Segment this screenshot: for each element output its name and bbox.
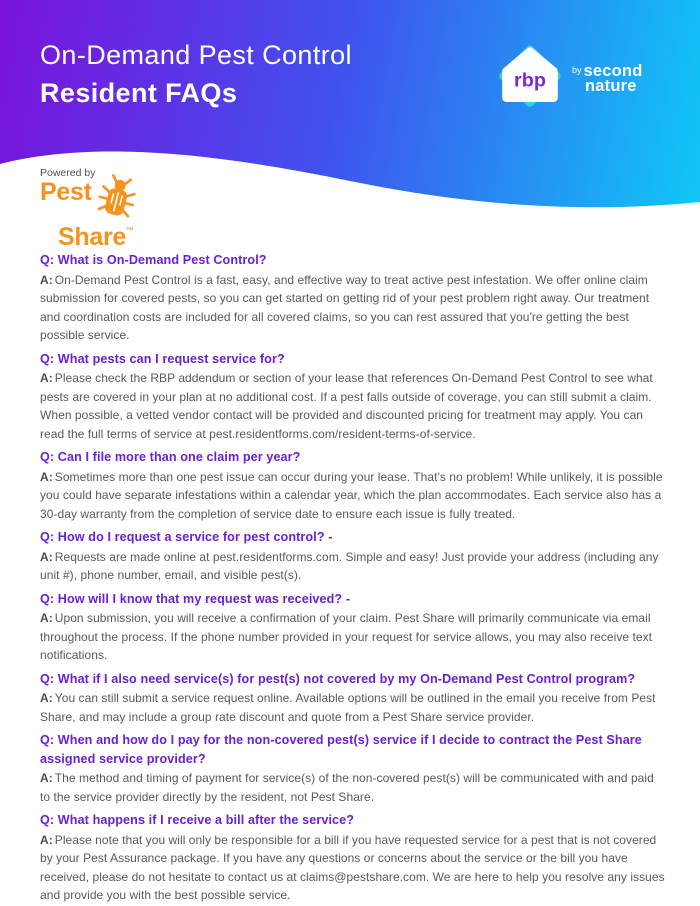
faq-answer (40, 468, 666, 524)
faq-question: Q: What if I also need service(s) for pest(s) not covered by my On-Demand Pest Control program? (40, 671, 636, 686)
faq-item-4 (40, 528, 666, 585)
answer-text: The method and timing of payment for service(s) of the non-covered pest(s) will be communicated with and paid to the service provider directly by the resident, not Pest Share. (40, 771, 654, 804)
pest-wordmark: Pest (40, 178, 92, 206)
faq-item-1 (40, 251, 666, 345)
answer-text: Requests are made online at pest.residentforms.com. Simple and easy! Just provide your address (including any unit #), phone number, email, and visible pest(s). (40, 549, 659, 582)
faq-item-5 (40, 590, 666, 665)
faq-item-7 (40, 731, 666, 806)
faq-question: Q: How will I know that my request was received? - (40, 591, 351, 606)
pest-share-logo (40, 167, 137, 250)
faq-item-3 (40, 448, 666, 523)
brand-word-nature: nature (585, 76, 637, 95)
answer-prefix: A: (40, 549, 53, 564)
share-wordmark: Share (58, 223, 126, 251)
answer-prefix: A: (40, 691, 53, 705)
answer-prefix: A: (40, 371, 53, 385)
brand-word-second: second (583, 61, 643, 80)
faq-item-6 (40, 670, 666, 727)
answer-text: You can still submit a service request online. Available options will be outlined in the email you receive from Pest Share, and may include a group rate discount and quote from a Pest Share service provider. (40, 691, 656, 724)
faq-answer (40, 769, 666, 806)
answer-text: Sometimes more than one pest issue can occur during your lease. That's no problem! While unlikely, it is possible you could have separate infestations within a calendar year, which the plan accommodates. Each service also has a 30-day warranty from the completion of service date to ensure each issue is fully treated. (40, 469, 663, 521)
faq-answer (40, 548, 666, 585)
rbp-second-nature-logo (497, 44, 642, 112)
answer-text: Please note that you will only be responsible for a bill if you have requested service for a pest that is not covered by your Pest Assurance package. If you have any questions or concerns about the service or the bill you have received, please do not hesitate to contact us at claims@pestshare.com. We are here to help you resolve any issues and provide you with the best possible service. (40, 832, 665, 902)
page-title-line2: Resident FAQs (40, 78, 238, 108)
faq-question: Q: What pests can I request service for? (40, 351, 285, 366)
answer-prefix: A: (40, 832, 53, 847)
faq-question: Q: Can I file more than one claim per year? (40, 450, 301, 464)
faq-item-2 (40, 350, 666, 444)
faq-question: Q: How do I request a service for pest control? - (40, 530, 333, 544)
faq-answer (40, 271, 666, 345)
faq-content (0, 215, 700, 905)
trademark-symbol: ™ (125, 226, 134, 235)
answer-prefix: A: (40, 272, 53, 287)
answer-prefix: A: (40, 771, 53, 785)
faq-question: Q: When and how do I pay for the non-covered pest(s) service if I decide to contract the Pest Share assigned service provider? (40, 733, 642, 766)
answer-text: Please check the RBP addendum or section of your lease that references On-Demand Pest Control to see what pests are covered in your plan at no additional cost. If a pest falls outside of coverage, you can still submit a claim. When possible, a vetted vendor contact will be provided and discounted pricing for treatment may apply. You can read the full terms of service at pest.residentforms.com/resident-terms-of-service. (40, 371, 653, 441)
faq-question: Q: What happens if I receive a bill after the service? (40, 813, 355, 827)
rbp-house-icon (497, 44, 563, 112)
answer-text: On-Demand Pest Control is a fast, easy, and effective way to treat active pest infestation. We offer online claim submission for covered pests, so you can get started on getting rid of your pest problem right away. Our treatment and coordination costs are included for all covered claims, so you can rest assured that you're getting the best possible service. (40, 272, 650, 342)
powered-by-label: Powered by (40, 167, 96, 179)
answer-prefix: A: (40, 469, 53, 484)
page-title (40, 40, 352, 109)
faq-item-8 (40, 811, 666, 905)
answer-prefix: A: (40, 611, 53, 625)
faq-question: Q: What is On-Demand Pest Control? (40, 253, 267, 267)
faq-answer (40, 369, 666, 443)
page-title-line1: On-Demand Pest Control (40, 40, 352, 70)
faq-answer (40, 609, 666, 665)
second-nature-wordmark (572, 63, 642, 94)
answer-text: Upon submission, you will receive a confirmation of your claim. Pest Share will primarily communicate via email throughout the process. If the phone number provided in your request for service allows, you may also receive text notifications. (40, 611, 653, 662)
faq-answer (40, 689, 666, 726)
faq-answer (40, 831, 666, 905)
rbp-badge-text: rbp (514, 69, 546, 92)
bug-icon (97, 174, 137, 222)
by-label: by (572, 64, 582, 75)
